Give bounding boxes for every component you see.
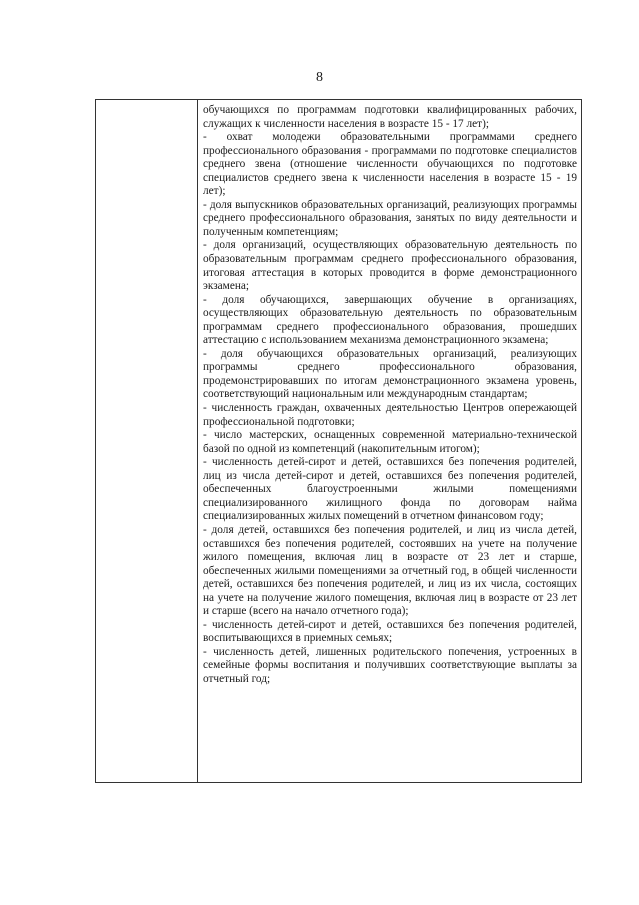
- indicator-paragraph: - численность детей-сирот и детей, оставшихся без попечения родителей, воспитывающихся в приемных семьях;: [203, 618, 577, 645]
- indicator-paragraph: - доля организаций, осуществляющих образовательную деятельность по образовательным программам среднего профессионального образования, итоговая аттестация в которых проводится в форме демонстрационного экзамена;: [203, 239, 577, 293]
- indicator-paragraph: - численность граждан, охваченных деятельностью Центров опережающей профессиональной подготовки;: [203, 402, 577, 428]
- indicator-paragraph: - доля обучающихся образовательных организаций, реализующих программы среднего профессионального образования, продемонстрировавших по итогам демонстрационного экзамена уровень, соответствующий национальным или международным стандартам;: [203, 347, 577, 401]
- document-table: [95, 99, 582, 783]
- indicator-paragraph: - доля детей, оставшихся без попечения родителей, и лиц из числа детей, оставшихся без попечения родителей, состоявших на учете на получение жилого помещения, включая лиц в возрасте от 23 лет и старше, обеспеченных жилыми помещениями за отчетный год, в общей численности детей, оставшихся без попечения родителей, и лиц из их числа, состоящих на учете на получение жилого помещения, включая лиц в возрасте от 23 лет и старше (всего на начало отчетного года);: [203, 523, 577, 618]
- indicator-paragraph: - доля выпускников образовательных организаций, реализующих программы среднего профессионального образования, занятых по виду деятельности и полученным компетенциям;: [203, 198, 577, 238]
- indicator-paragraph: - численность детей-сирот и детей, оставшихся без попечения родителей, лиц из числа детей-сирот и детей, оставшихся без попечения родителей, обеспеченных благоустроенными жилыми помещениями специализированного жилищного фонда по договорам найма специализированных жилых помещений в отчетном финансовом году;: [203, 456, 577, 523]
- indicator-paragraph: - численность детей, лишенных родительского попечения, устроенных в семейные формы воспитания и получивших соответствующие выплаты за отчетный год;: [203, 645, 577, 685]
- table-left-cell: [96, 100, 198, 782]
- table-right-cell: [198, 100, 581, 782]
- indicator-paragraph: - охват молодежи образовательными программами среднего профессионального образования - программами по подготовке специалистов среднего звена (отношение численности обучающихся по подготовке специалистов среднего звена к численности населения в возрасте 15 - 19 лет);: [203, 131, 577, 198]
- indicator-paragraph: обучающихся по программам подготовки квалифицированных рабочих, служащих к численности населения в возрасте 15 - 17 лет);: [203, 104, 577, 130]
- indicator-paragraph: - число мастерских, оснащенных современной материально-технической базой по одной из компетенций (накопительным итогом);: [203, 429, 577, 455]
- indicator-paragraph: - доля обучающихся, завершающих обучение в организациях, осуществляющих образовательную деятельность по образовательным программам среднего профессионального образования, прошедших аттестацию с использованием механизма демонстрационного экзамена;: [203, 293, 577, 347]
- page-number: 8: [316, 70, 323, 85]
